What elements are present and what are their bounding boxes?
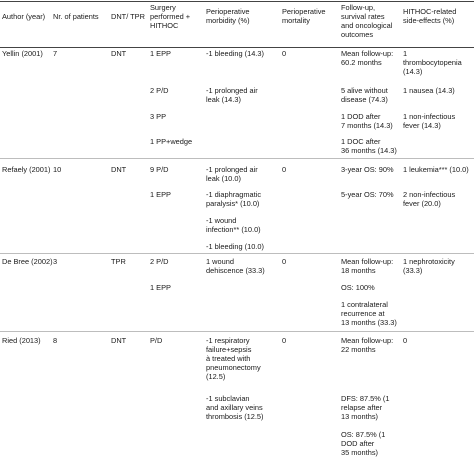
cell-dnt-tpr: TPR — [111, 257, 126, 266]
cell-author: De Bree (2002) — [2, 257, 53, 266]
cell-author: Ried (2013) — [2, 336, 41, 345]
header-surgery: Surgery performed + HITHOC — [150, 3, 191, 30]
cell-side-effect: 1 non-infectious fever (14.3) — [403, 112, 456, 130]
cell-morbidity: -1 bleeding (14.3) — [206, 49, 264, 58]
table-top-rule — [0, 1, 474, 2]
cell-morbidity: -1 prolonged air leak (10.0) — [206, 165, 258, 183]
cell-followup: 1 contralateral recurrence at 13 months (33.3) — [341, 300, 397, 327]
cell-surgery: 9 P/D — [150, 165, 169, 174]
row-divider — [0, 158, 474, 159]
cell-surgery: 1 EPP — [150, 190, 171, 199]
cell-patients: 10 — [53, 165, 62, 174]
cell-side-effect: 1 leukemia*** (10.0) — [403, 165, 469, 174]
header-rule — [0, 47, 474, 48]
cell-mortality: 0 — [282, 49, 287, 58]
cell-morbidity: -1 wound infection** (10.0) — [206, 216, 261, 234]
cell-side-effect: 2 non-infectious fever (20.0) — [403, 190, 456, 208]
header-side-effects: HITHOC-related side-effects (%) — [403, 7, 457, 25]
cell-surgery: P/D — [150, 336, 163, 345]
cell-followup: Mean follow-up: 18 months — [341, 257, 394, 275]
cell-surgery: 1 EPP — [150, 283, 171, 292]
cell-dnt-tpr: DNT — [111, 336, 127, 345]
cell-followup: 1 DOC after 36 months (14.3) — [341, 137, 397, 155]
header-patients: Nr. of patients — [53, 12, 99, 21]
cell-side-effect: 0 — [403, 336, 408, 345]
cell-patients: 3 — [53, 257, 58, 266]
cell-surgery: 2 P/D — [150, 86, 169, 95]
cell-mortality: 0 — [282, 165, 287, 174]
cell-morbidity: -1 prolonged air leak (14.3) — [206, 86, 258, 104]
cell-followup: 5 alive without disease (74.3) — [341, 86, 388, 104]
cell-surgery: 3 PP — [150, 112, 167, 121]
cell-patients: 7 — [53, 49, 58, 58]
cell-surgery: 1 EPP — [150, 49, 171, 58]
cell-mortality: 0 — [282, 336, 287, 345]
cell-followup: 5-year OS: 70% — [341, 190, 394, 199]
cell-side-effect: 1 thrombocytopenia (14.3) — [403, 49, 462, 76]
cell-author: Refaely (2001) — [2, 165, 51, 174]
header-dnt-tpr: DNT/ TPR — [111, 12, 145, 21]
row-divider — [0, 253, 474, 254]
cell-surgery: 2 P/D — [150, 257, 169, 266]
cell-followup: 1 DOD after 7 months (14.3) — [341, 112, 393, 130]
header-author: Author (year) — [2, 12, 46, 21]
cell-morbidity: -1 diaphragmatic paralysis* (10.0) — [206, 190, 262, 208]
cell-followup: Mean follow-up: 60.2 months — [341, 49, 394, 67]
cell-dnt-tpr: DNT — [111, 165, 127, 174]
cell-followup: OS: 87.5% (1 DOD after 35 months) — [341, 430, 386, 457]
cell-followup: 3-year OS: 90% — [341, 165, 394, 174]
cell-mortality: 0 — [282, 257, 287, 266]
header-morbidity: Perioperative morbidity (%) — [206, 7, 250, 25]
cell-morbidity: -1 subclavian and axillary veins thrombosis (12.5) — [206, 394, 264, 421]
row-divider — [0, 331, 474, 332]
cell-morbidity: -1 respiratory failure+sepsis à treated with pneumonectomy (12.5) — [206, 336, 261, 381]
cell-morbidity: 1 wound dehiscence (33.3) — [206, 257, 265, 275]
cell-author: Yellin (2001) — [2, 49, 43, 58]
header-followup: Follow-up, survival rates and oncological outcomes — [341, 3, 393, 39]
cell-side-effect: 1 nausea (14.3) — [403, 86, 455, 95]
cell-followup: DFS: 87.5% (1 relapse after 13 months) — [341, 394, 390, 421]
cell-followup: OS: 100% — [341, 283, 375, 292]
header-mortality: Perioperative mortality — [282, 7, 326, 25]
cell-morbidity: -1 bleeding (10.0) — [206, 242, 264, 251]
cell-patients: 8 — [53, 336, 58, 345]
cell-followup: Mean follow-up: 22 months — [341, 336, 394, 354]
cell-dnt-tpr: DNT — [111, 49, 127, 58]
cell-surgery: 1 PP+wedge — [150, 137, 193, 146]
cell-side-effect: 1 nephrotoxicity (33.3) — [403, 257, 455, 275]
